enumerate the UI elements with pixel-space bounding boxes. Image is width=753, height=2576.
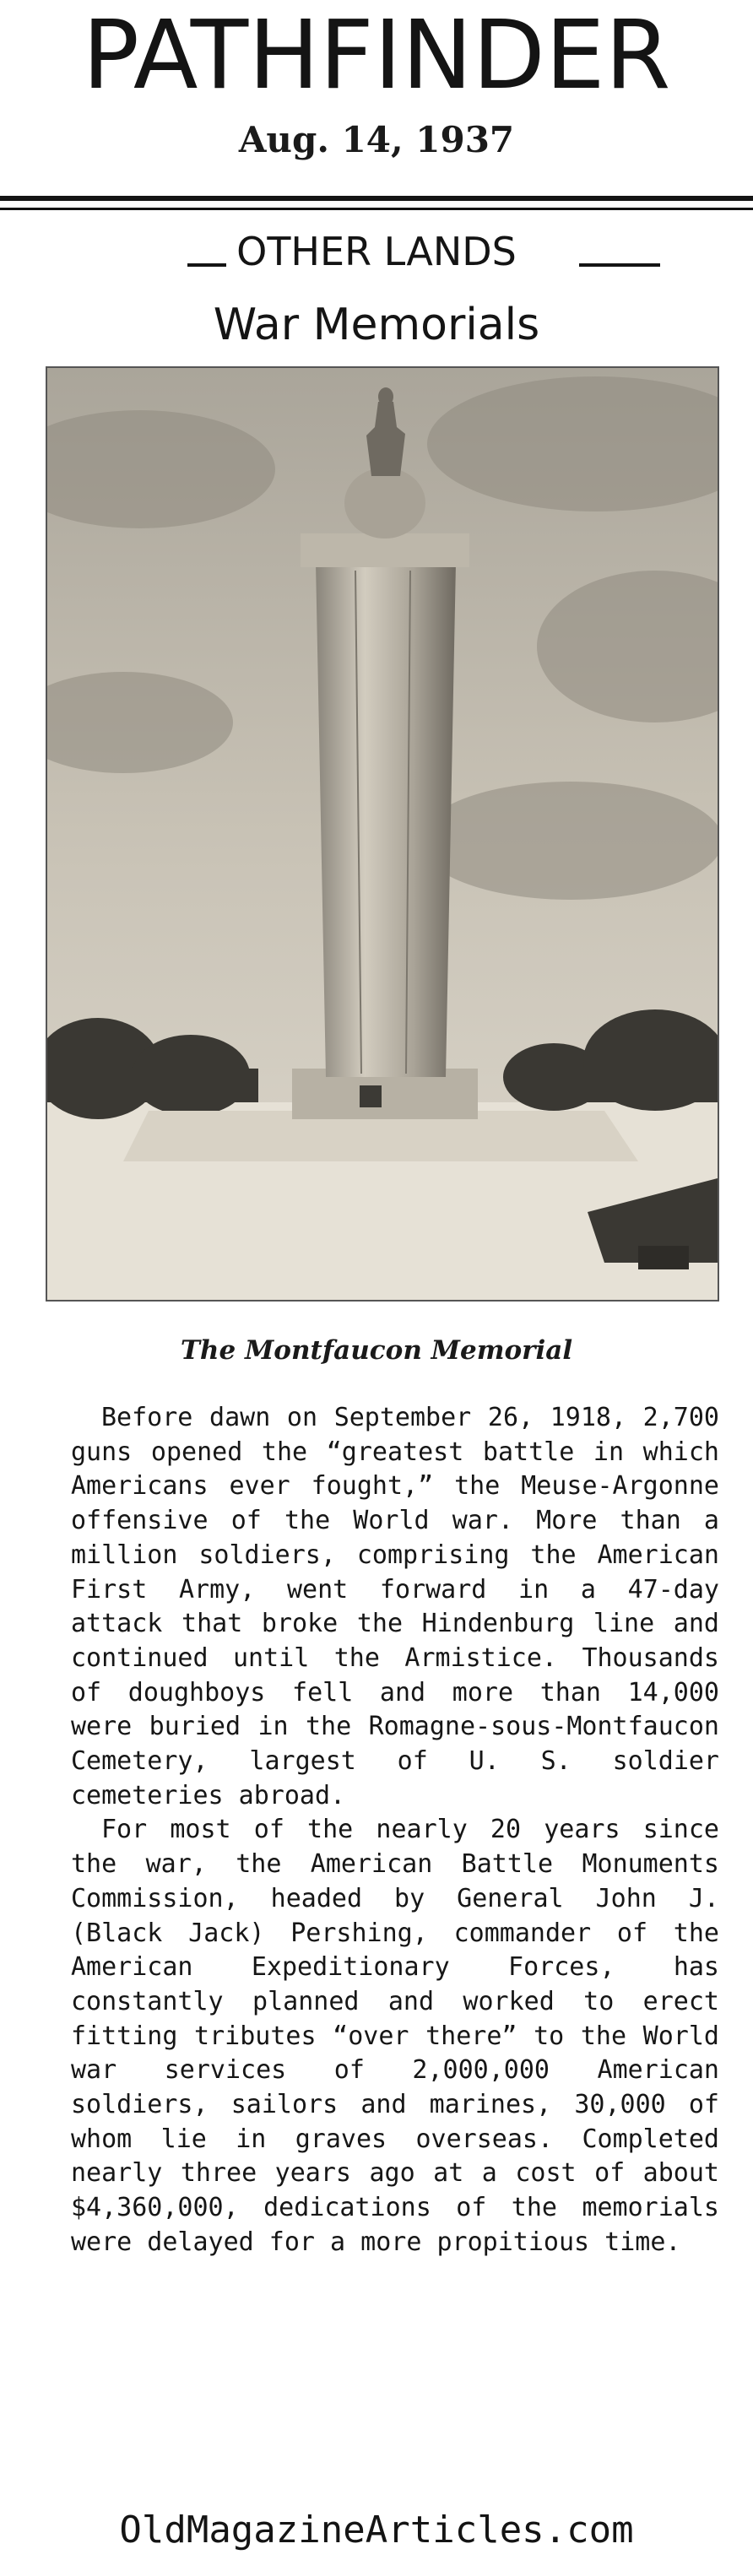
memorial-door [360,1085,382,1107]
masthead-title: PATHFINDER [82,1,671,111]
masthead-rule-bottom [0,208,753,210]
memorial-column [316,562,456,1077]
memorial-photo-illustration [47,368,718,1300]
article-paragraph: Before dawn on September 26, 1918, 2,700 guns opened the “greatest battle in which Americans ever fought,” the Meuse-Argonne offensive of the World war. More than a million soldiers, comprising the American First Army, went forward in a 47-day attack that broke the Hindenburg line and continued until the Armistice. Thousands of doughboys fell and more than 14,000 were buried in the Romagne-sous-Montfaucon Cemetery, largest of U. S. soldier cemeteries abroad. [71,1403,719,1810]
issue-date: Aug. 14, 1937 [238,119,515,160]
article-body [71,1401,719,2260]
photo-caption: The Montfaucon Memorial [180,1335,573,1366]
section-title: OTHER LANDS [236,229,517,274]
memorial-photo [46,366,719,1302]
masthead-rule-top [0,196,753,201]
site-watermark: OldMagazineArticles.com [119,2508,634,2552]
statue-pedestal [344,468,425,538]
bench [638,1246,689,1269]
article-headline: War Memorials [213,300,540,350]
section-rule-right [579,263,660,267]
article-paragraph: For most of the nearly 20 years since the war, the American Battle Monuments Commission, headed by General John J. (Black Jack) Pershing, commander of the American Expeditionary Forces, has constantly planned and worked to erect fitting tributes “over there” to the World war services of 2,000,000 American soldiers, sailors and marines, 30,000 of whom lie in graves overseas. Completed nearly three years ago at a cost of about $4,360,000, dedications of the memorials were delayed for a more propitious time. [71,1815,719,2257]
section-header [0,226,753,277]
